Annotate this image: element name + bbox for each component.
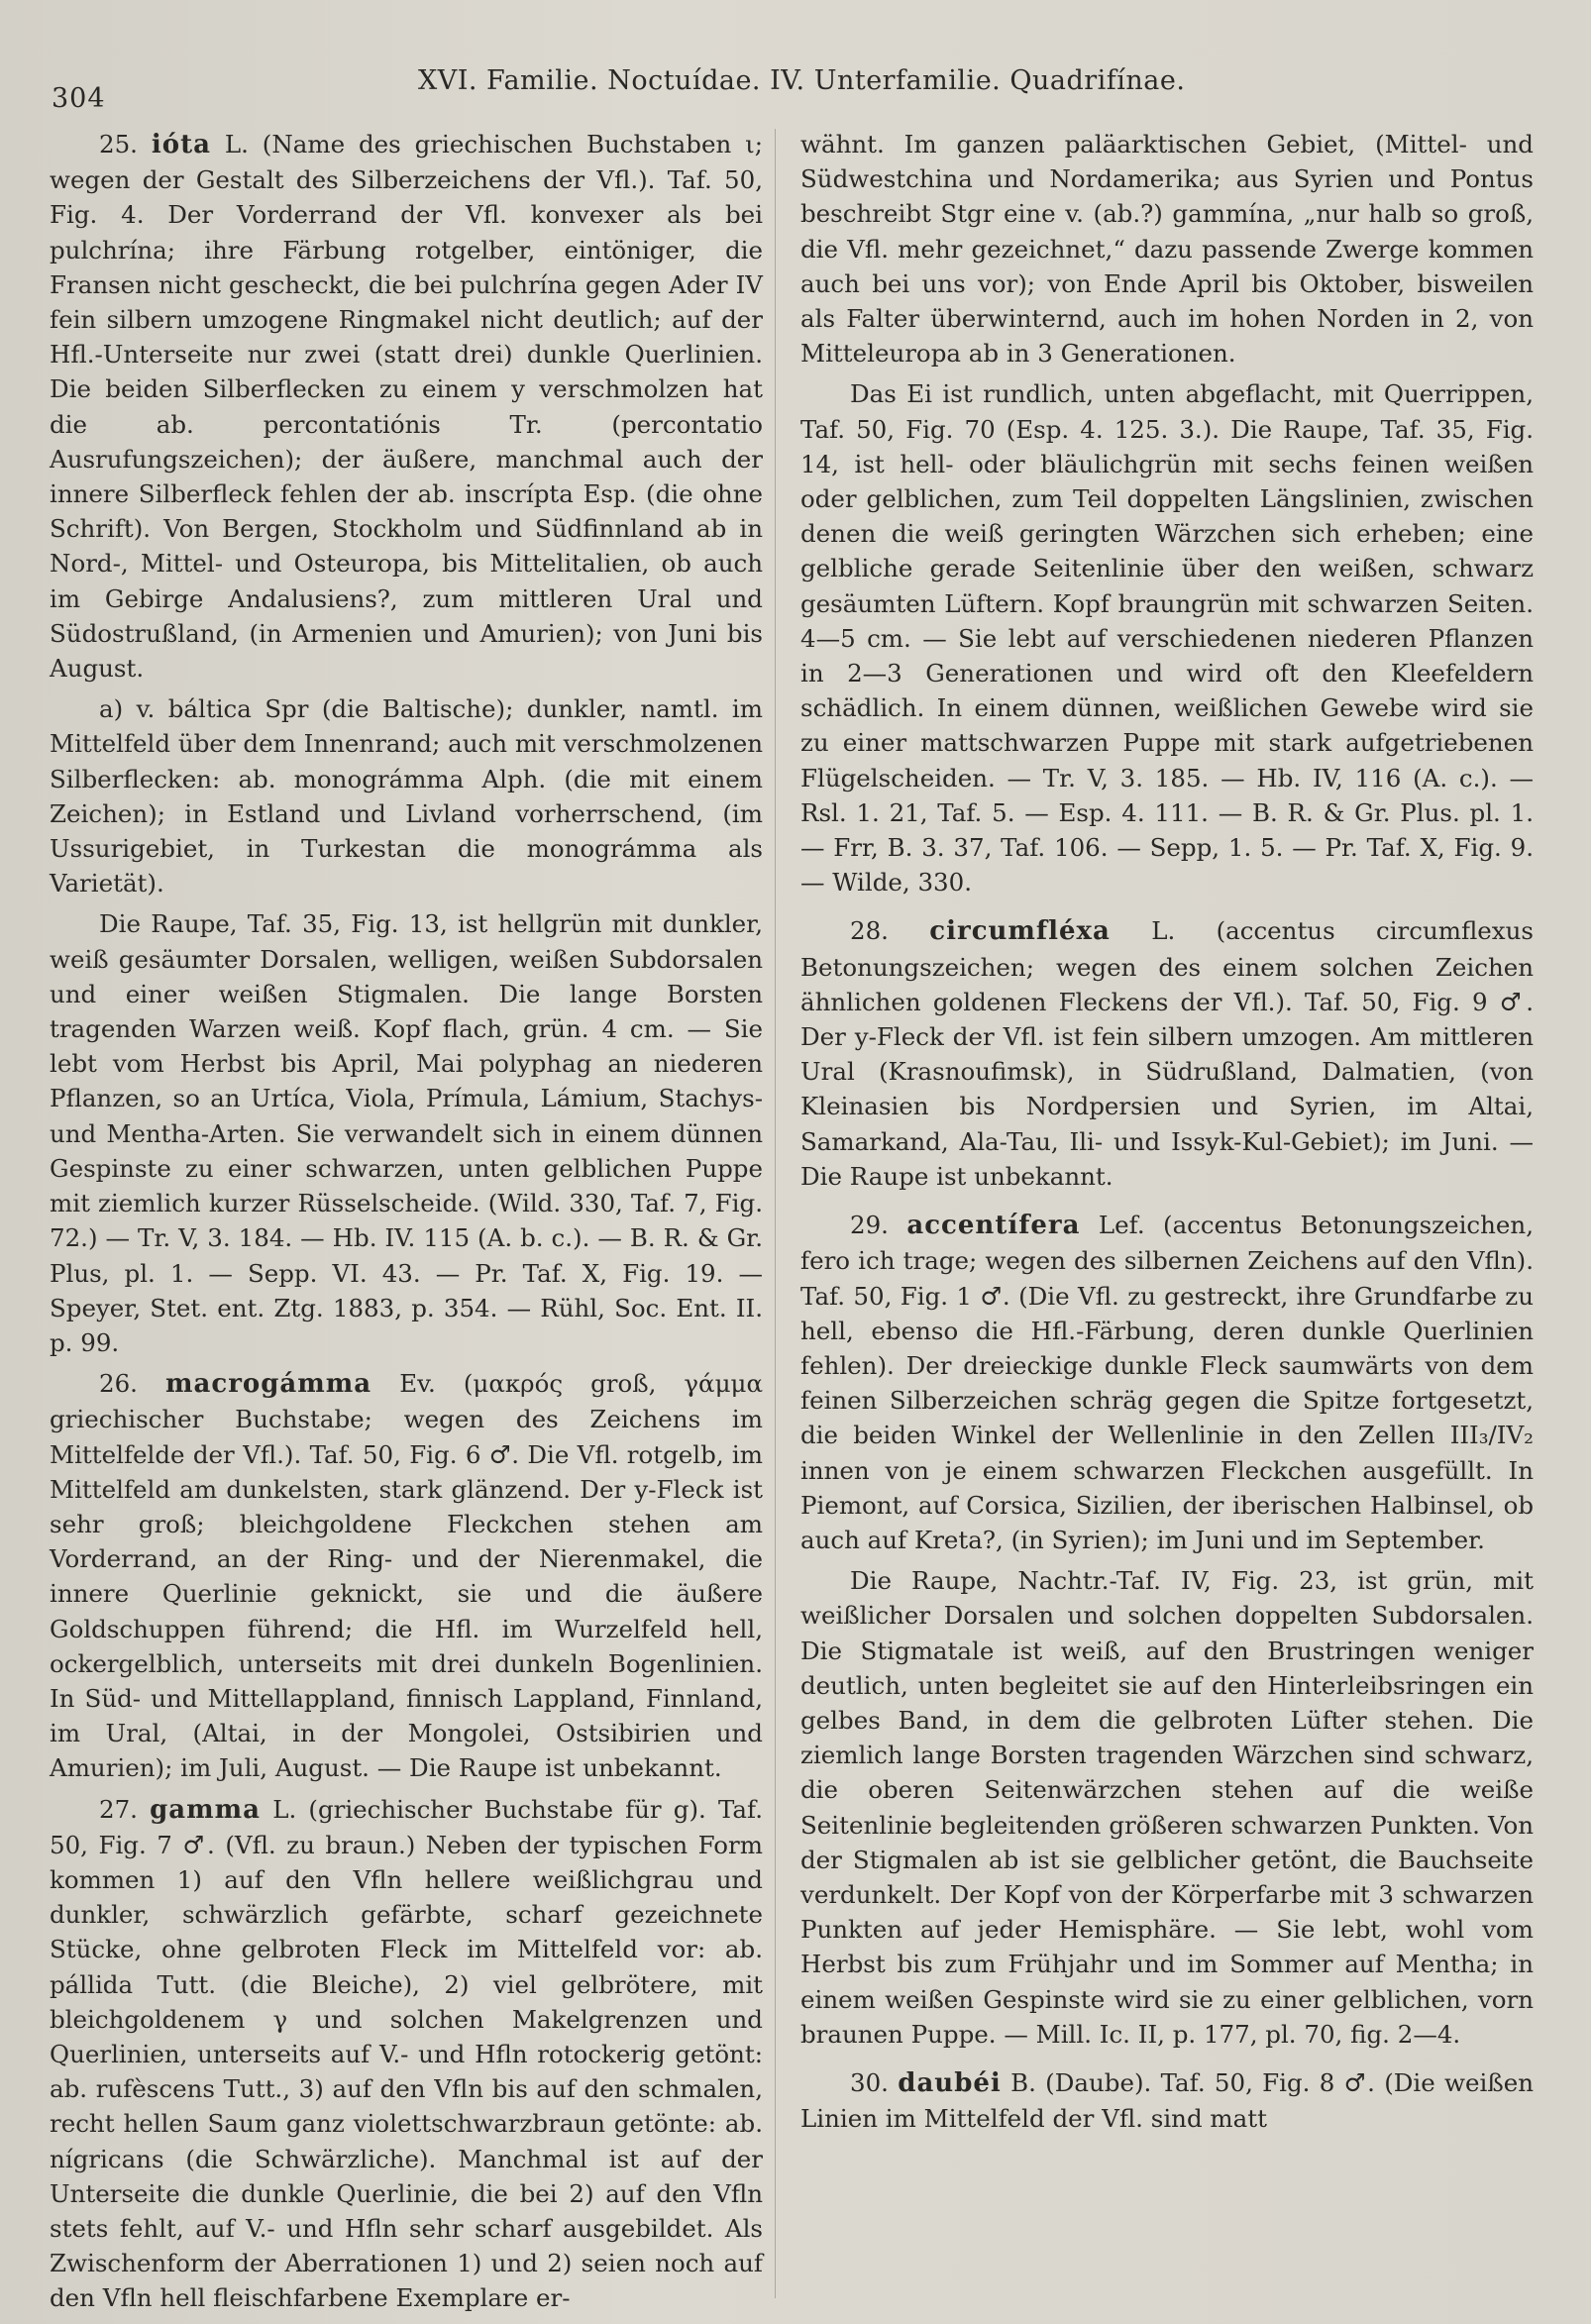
species-name: ióta bbox=[151, 130, 211, 159]
species-25-iota bbox=[50, 127, 763, 686]
larva-iota: Die Raupe, Taf. 35, Fig. 13, ist hellgrün mit dunkler, weiß gesäumter Dorsalen, welligen, weißen Subdorsalen und einer weißen Stigmalen. Die lange Borsten tragenden Warzen weiß. Kopf flach, grün. 4 cm. — Sie lebt vom Herbst bis April, Mai polyphag an niederen Pflanzen, so an Urtíca, Viola, Prímula, Lámium, Stachys- und Mentha-Arten. Sie verwandelt sich in einem dünnen Gespinste zu einer schwarzen, unten gelblichen Puppe mit ziemlich kurzer Rüsselscheide. (Wild. 330, Taf. 7, Fig. 72.) — Tr. V, 3. 184. — Hb. IV. 115 (A. b. c.). — B. R. & Gr. Plus, pl. 1. — Sepp. VI. 43. — Pr. Taf. X, Fig. 19. — Speyer, Stet. ent. Ztg. 1883, p. 354. — Rühl, Soc. Ent. II. p. 99. bbox=[50, 909, 763, 1357]
species-number: 27. bbox=[99, 1794, 138, 1824]
species-text: Lef. (accentus Betonungszeichen, fero ich trage; wegen des silbernen Zeichens auf den Vfln). Taf. 50, Fig. 1 ♂. (Die Vfl. zu gestreckt, ihre Grundfarbe zu hell, ebenso die Hfl.-Färbung, deren dunkle Querlinien fehlen). Der dreieckige dunkle Fleck saumwärts von dem feinen Silberzeichen schräg gegen die Spitze fortgesetzt, die beiden Winkel der Wellenlinie in den Zellen III₃/IV₂ innen von je einem schwarzen Fleckchen ausgefüllt. In Piemont, auf Corsica, Sizilien, der iberischen Halbinsel, ob auch auf Kreta?, (in Syrien); im Juni und im September. bbox=[800, 1211, 1534, 1554]
species-name: gamma bbox=[150, 1794, 262, 1825]
right-column bbox=[800, 127, 1534, 2142]
species-number: 28. bbox=[850, 916, 889, 946]
species-name: daubéi bbox=[898, 2067, 1002, 2098]
species-29-accentifera bbox=[800, 1208, 1534, 1557]
species-30-daubei bbox=[800, 2065, 1534, 2136]
left-column bbox=[50, 127, 763, 2322]
species-number: 29. bbox=[850, 1211, 889, 1240]
species-number: 26. bbox=[99, 1369, 138, 1399]
species-28-circumflexa bbox=[800, 913, 1534, 1194]
species-26-macrogamma bbox=[50, 1366, 763, 1785]
column-divider bbox=[775, 129, 776, 2298]
egg-larva-gamma: Das Ei ist rundlich, unten abgeflacht, mit Querrippen, Taf. 50, Fig. 70 (Esp. 4. 125. 3.). Die Raupe, Taf. 35, Fig. 14, ist hell- oder bläulichgrün mit sechs feinen weißen oder gelblichen, zum Teil doppelten Längslinien, zwischen denen die weiß geringten Wärzchen sich erheben; eine gelbliche gerade Seitenlinie über den weißen, schwarz gesäumten Lüftern. Kopf braungrün mit schwarzen Seiten. 4—5 cm. — Sie lebt auf verschiedenen niederen Pflanzen in 2—3 Generationen und wird oft den Kleefeldern schädlich. In einem dünnen, weißlichen Gewebe wird sie zu einer mattschwarzen Puppe mit stark aufgetriebenen Flügelscheiden. — Tr. V, 3. 185. — Hb. IV, 116 (A. c.). — Rsl. 1. 21, Taf. 5. — Esp. 4. 111. — B. R. & Gr. Plus. pl. 1. — Frr, B. 3. 37, Taf. 106. — Sepp, 1. 5. — Pr. Taf. X, Fig. 9. — Wilde, 330. bbox=[800, 379, 1534, 898]
gamma-continued: wähnt. Im ganzen paläarktischen Gebiet, (Mittel- und Südwestchina und Nordamerika; aus Syrien und Pontus beschreibt Stgr eine v. (ab.?) gammína, „nur halb so groß, die Vfl. mehr gezeichnet,“ dazu passende Zwerge kommen auch bei uns vor); von Ende April bis Oktober, bisweilen als Falter überwinternd, auch im hohen Norden in 2, von Mitteleuropa ab in 3 Generationen. bbox=[800, 130, 1534, 369]
species-name: circumfléxa bbox=[929, 916, 1111, 947]
page-number: 304 bbox=[52, 83, 106, 114]
species-text: B. (Daube). Taf. 50, Fig. 8 ♂. (Die weißen Linien im Mittelfeld der Vfl. sind matt bbox=[800, 2067, 1534, 2134]
species-number: 30. bbox=[850, 2067, 889, 2097]
species-name: accentífera bbox=[906, 1211, 1081, 1241]
species-text: Ev. (μακρός groß, γάμμα griechischer Buchstabe; wegen des Zeichens im Mittelfelde der Vfl.). Taf. 50, Fig. 6 ♂. Die Vfl. rotgelb, im Mittelfeld am dunkelsten, stark glänzend. Der y-Fleck ist sehr groß; bleichgoldene Fleckchen stehen am Vorderrand, an der Ring- und der Nierenmakel, die innere Querlinie geknickt, sie und die äußere Goldschuppen führend; die Hfl. im Wurzelfeld hell, ockergelblich, unterseits mit drei dunkeln Bogenlinien. In Süd- und Mittellappland, finnisch Lappland, Finnland, im Ural, (Altai, in der Mongolei, Ostsibirien und Amurien); im Juli, August. — Die Raupe ist unbekannt. bbox=[50, 1369, 763, 1783]
page-header bbox=[52, 61, 1557, 114]
species-text: L. (griechischer Buchstabe für g). Taf. 50, Fig. 7 ♂. (Vfl. zu braun.) Neben der typischen Form kommen 1) auf den Vfln hellere weißlichgrau und dunkler, schwärzlich gefärbte, scharf gezeichnete Stücke, ohne gelbroten Fleck im Mittelfeld vor: ab. pállida Tutt. (die Bleiche), 2) viel gelbrötere, mit bleichgoldenem γ und solchen Makelgrenzen und Querlinien, unterseits auf V.- und Hfln rotockerig getönt: ab. rufèscens Tutt., 3) auf den Vfln bis auf den schmalen, recht hellen Saum ganz violettschwarzbraun getönte: ab. nígricans (die Schwärzliche). Manchmal ist auf der Unterseite die dunkle Querlinie, die bei 2) auf den Vfln stets fehlt, auf V.- und Hfln sehr scharf ausgebildet. Als Zwischenform der Aberrationen 1) und 2) seien noch auf den Vfln hell fleischfarbene Exemplare er- bbox=[50, 1794, 763, 2313]
species-27-gamma bbox=[50, 1792, 763, 2316]
variety-baltica: a) v. báltica Spr (die Baltische); dunkler, namtl. im Mittelfeld über dem Innenrand; auch mit verschmolzenen Silberflecken: ab. monográmma Alph. (die mit einem Zeichen); in Estland und Livland vorherrschend, (im Ussurigebiet, in Turkestan die monográmma als Varietät). bbox=[50, 694, 763, 898]
species-text: L. (Name des griechischen Buchstaben ι; wegen der Gestalt des Silberzeichens der Vfl.). Taf. 50, Fig. 4. Der Vorderrand der Vfl. konvexer als bei pulchrína; ihre Färbung rotgelber, eintöniger, die Fransen nicht gescheckt, die bei pulchrína gegen Ader IV fein silbern umzogene Ringmakel nicht deutlich; auf der Hfl.-Unterseite nur zwei (statt drei) dunkle Querlinien. Die beiden Silberflecken zu einem y verschmolzen hat die ab. percontatiónis Tr. (percontatio Ausrufungszeichen); der äußere, manchmal auch der innere Silberfleck fehlen der ab. inscrípta Esp. (die ohne Schrift). Von Bergen, Stockholm und Südfinnland ab in Nord-, Mittel- und Osteuropa, bis Mittelitalien, ob auch im Gebirge Andalusiens?, zum mittleren Ural und Südostrußland, (in Armenien und Amurien); von Juni bis August. bbox=[50, 130, 763, 684]
species-number: 25. bbox=[99, 130, 138, 158]
species-name: macrogámma bbox=[165, 1369, 372, 1400]
larva-accentifera: Die Raupe, Nachtr.-Taf. IV, Fig. 23, ist grün, mit weißlicher Dorsalen und solchen doppelten Subdorsalen. Die Stigmatale ist weiß, auf den Brustringen weniger deutlich, unten begleitet sie auf den Hinterleibsringen ein gelbes Band, in dem die gelbroten Lüfter stehen. Die ziemlich lange Borsten tragenden Wärzchen sind schwarz, die oberen Seitenwärzchen stehen auf die weiße Seitenlinie begleitenden größeren schwarzen Punkten. Von der Stigmalen ab ist sie gelblicher getönt, die Bauchseite verdunkelt. Der Kopf von der Körperfarbe mit 3 schwarzen Punkten auf jeder Hemisphäre. — Sie lebt, wohl vom Herbst bis zum Frühjahr und im Sommer auf Mentha; in einem weißen Gespinste wird sie zu einer gelblichen, vorn braunen Puppe. — Mill. Ic. II, p. 177, pl. 70, fig. 2—4. bbox=[800, 1566, 1534, 2049]
running-head: XVI. Familie. Noctuídae. IV. Unterfamilie. Quadrifínae. bbox=[418, 65, 1186, 96]
species-text: L. (accentus circumflexus Betonungszeichen; wegen des einem solchen Zeichen ähnlichen goldenen Fleckens der Vfl.). Taf. 50, Fig. 9 ♂. Der y-Fleck der Vfl. ist fein silbern umzogen. Am mittleren Ural (Krasnoufimsk), in Südrußland, Dalmatien, (von Kleinasien bis Nordpersien und Syrien, im Altai, Samarkand, Ala-Tau, Ili- und Issyk-Kul-Gebiet); im Juni. — Die Raupe ist unbekannt. bbox=[800, 916, 1534, 1191]
